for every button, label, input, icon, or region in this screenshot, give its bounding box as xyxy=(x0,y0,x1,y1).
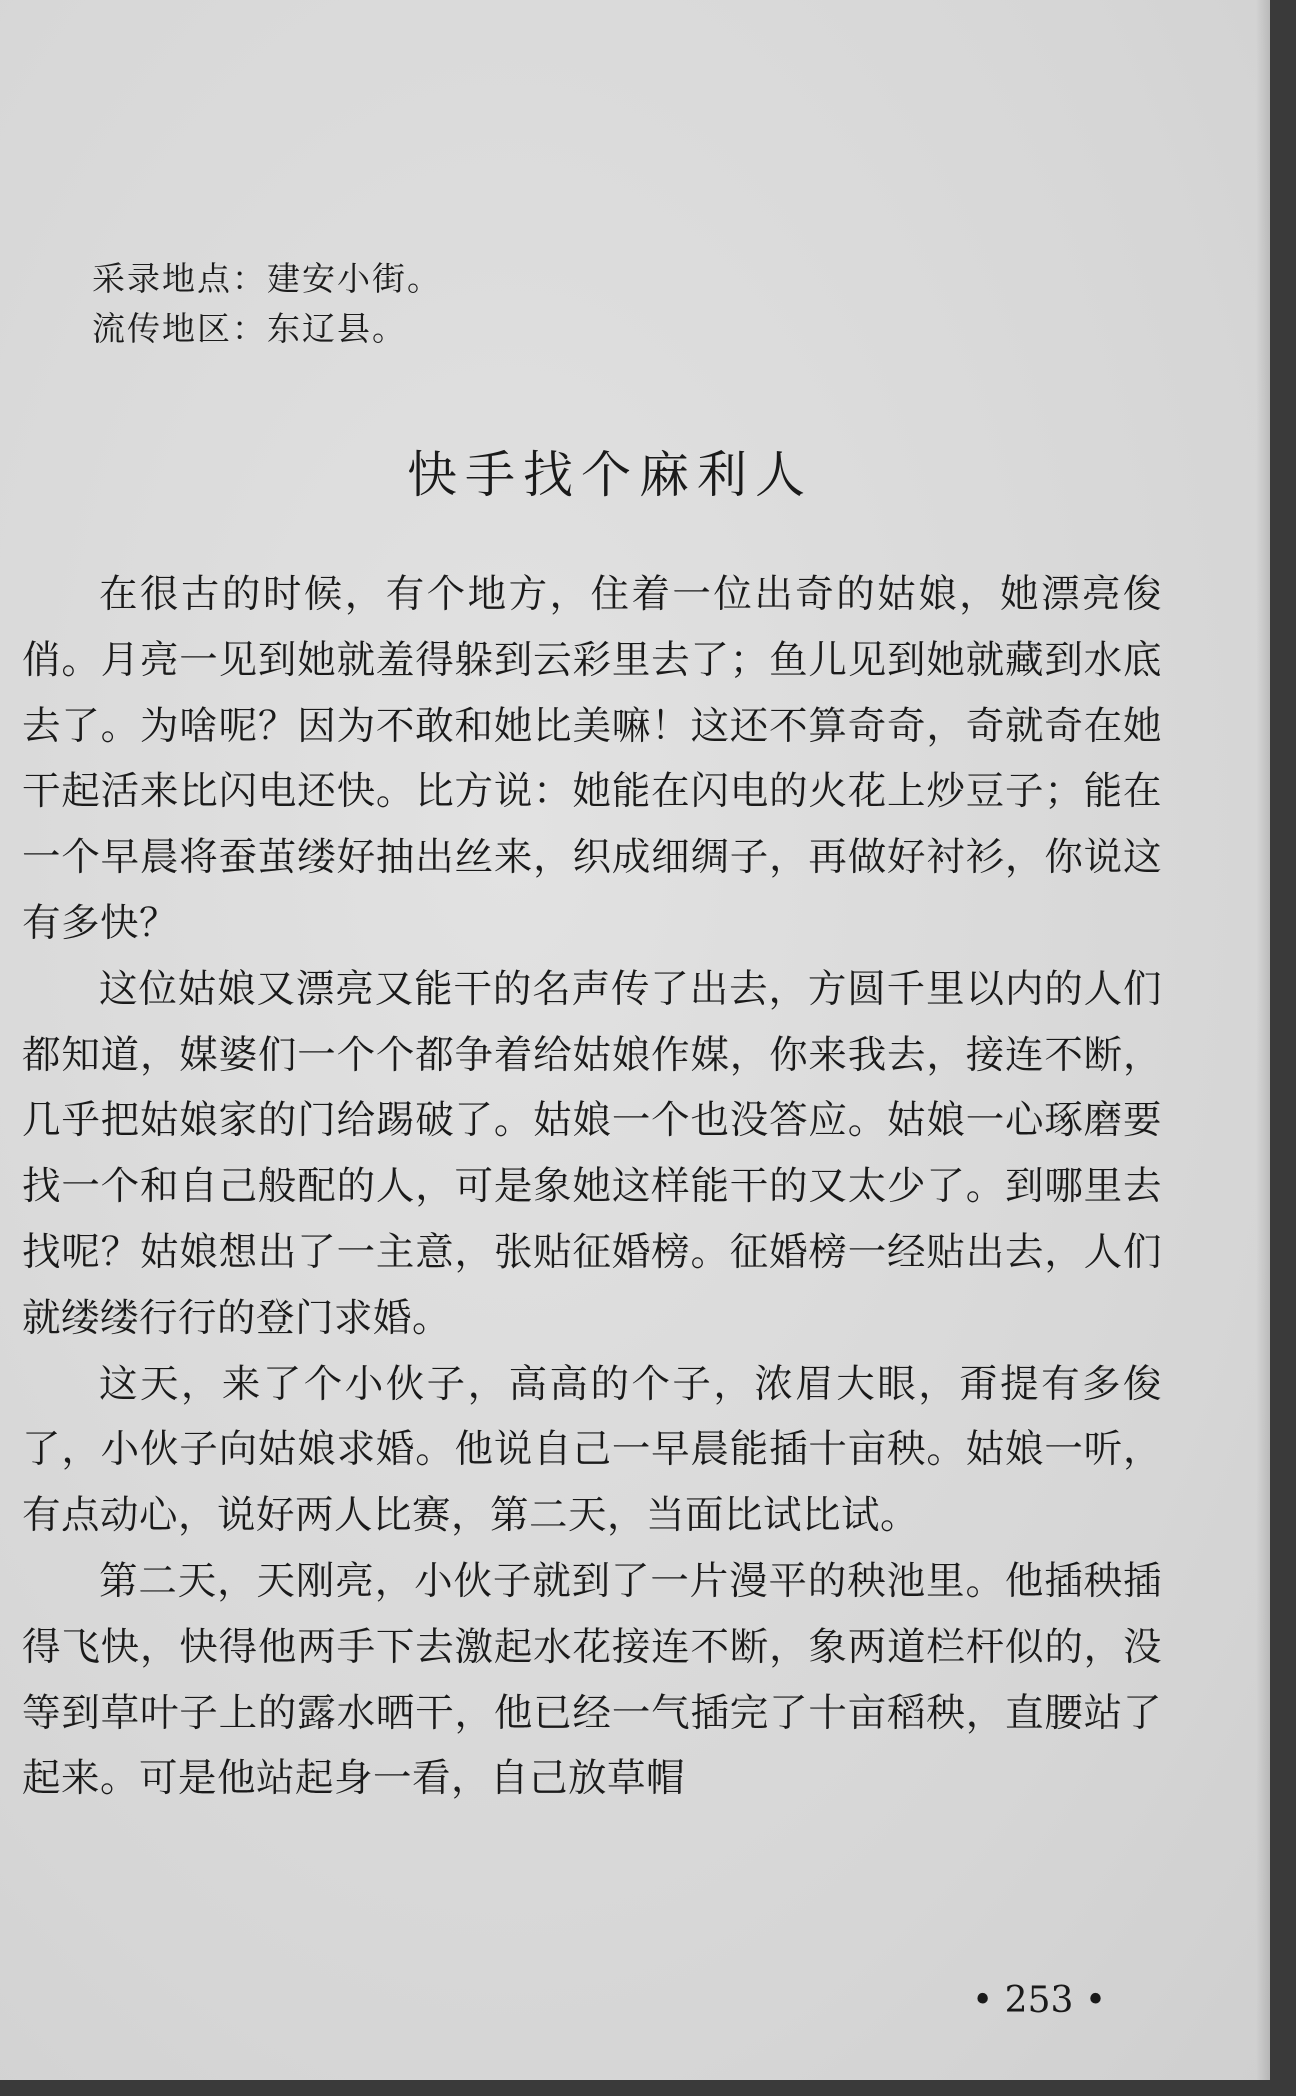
story-title: 快手找个麻利人 xyxy=(407,446,813,504)
paragraph-2: 这位姑娘又漂亮又能干的名声传了出去，方圆千里以内的人们都知道，媒婆们一个个都争着给姑娘作媒，你来我去，接连不断，几乎把姑娘家的门给踢破了。姑娘一个也没答应。姑娘一心琢磨要找一个和自己般配的人，可是象她这样能干的又太少了。到哪里去找呢？姑娘想出了一主意，张贴征婚榜。征婚榜一经贴出去，人们就缕缕行行的登门求婚。 xyxy=(22,966,1162,1341)
paragraph-3: 这天，来了个小伙子，高高的个子，浓眉大眼，甭提有多俊了，小伙子向姑娘求婚。他说自己一早晨能插十亩秧。姑娘一听，有点动心，说好两人比赛，第二天，当面比试比试。 xyxy=(22,1361,1162,1539)
paragraph-1: 在很古的时候，有个地方，住着一位出奇的姑娘，她漂亮俊俏。月亮一见到她就羞得躲到云彩里去了；鱼儿见到她就藏到水底去了。为啥呢？因为不敢和她比美嘛！这还不算奇奇，奇就奇在她干起活来比闪电还快。比方说：她能在闪电的火花上炒豆子；能在一个早晨将蚕茧缕好抽出丝来，织成细绸子，再做好衬衫，你说这有多快？ xyxy=(22,572,1162,946)
story-body xyxy=(22,562,1162,1812)
collection-info xyxy=(92,254,442,354)
collection-location: 采录地点：建安小街。 xyxy=(92,259,442,298)
circulation-region: 流传地区：东辽县。 xyxy=(92,309,407,348)
page-number: • 253 • xyxy=(972,1980,1107,2021)
page-edge-shadow xyxy=(1256,0,1270,2080)
paragraph-4: 第二天，天刚亮，小伙子就到了一片漫平的秧池里。他插秧插得飞快，快得他两手下去激起水花接连不断，象两道栏杆似的，没等到草叶子上的露水晒干，他已经一气插完了十亩稻秧，直腰站了起来。可是他站起身一看，自己放草帽 xyxy=(22,1558,1162,1802)
